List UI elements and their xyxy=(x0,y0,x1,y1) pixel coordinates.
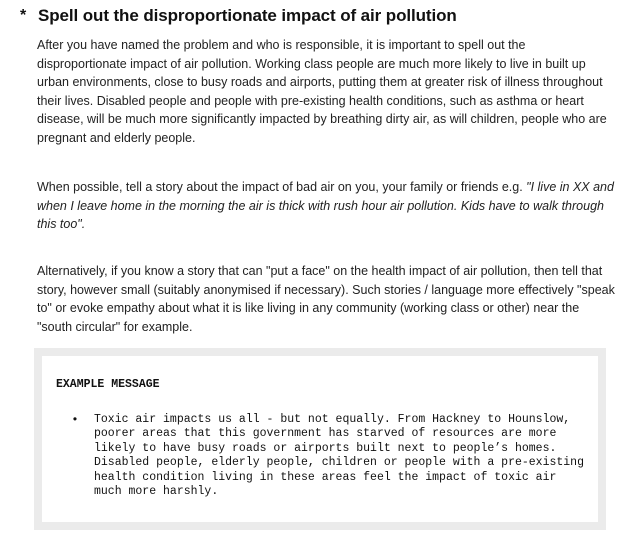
story-example-quote: "I live in XX and when I leave home in the morning the air is thick with rush hour air pollution. Kids have to walk through this too". xyxy=(37,180,614,232)
asterisk-bullet-icon: * xyxy=(20,7,27,24)
section-heading-row xyxy=(20,6,457,26)
section-heading: Spell out the disproportionate impact of air pollution xyxy=(38,6,457,25)
bullet-dot-icon: • xyxy=(71,413,79,427)
intro-paragraph: After you have named the problem and who is responsible, it is important to spell out the disproportionate impact of air pollution. Working class people are much more likely to live in built up urban environments, close to busy roads and airports, putting them at greater risk of illness throughout their lives. Disabled people and people with pre-existing health conditions, such as asthma or heart disease, will be much more significantly impacted by breathing dirty air, as will children, people who are pregnant and elderly people. xyxy=(37,38,607,145)
example-message-title: EXAMPLE MESSAGE xyxy=(56,378,160,391)
story-paragraph-intro: When possible, tell a story about the impact of bad air on you, your family or friends e.g. xyxy=(37,180,527,194)
story-paragraph xyxy=(37,178,617,234)
example-message-box xyxy=(34,348,606,530)
example-message-list xyxy=(56,413,584,499)
alternative-paragraph: Alternatively, if you know a story that can "put a face" on the health impact of air pollution, then tell that story, however small (suitably anonymised if necessary). Such stories / language more effectively "speak to" or evoke empathy about what it is like living in any community (working class or other) near the "south circular" for example. xyxy=(37,264,615,334)
example-message-text: Toxic air impacts us all - but not equally. From Hackney to Hounslow, poorer areas that this government has starved of resources are more likely to have busy roads or airports built next to people’s homes. Disabled people, elderly people, children or people with a pre-existing health condition living in these areas feel the impact of toxic air much more harshly. xyxy=(94,413,584,499)
example-message-inner xyxy=(42,356,598,522)
